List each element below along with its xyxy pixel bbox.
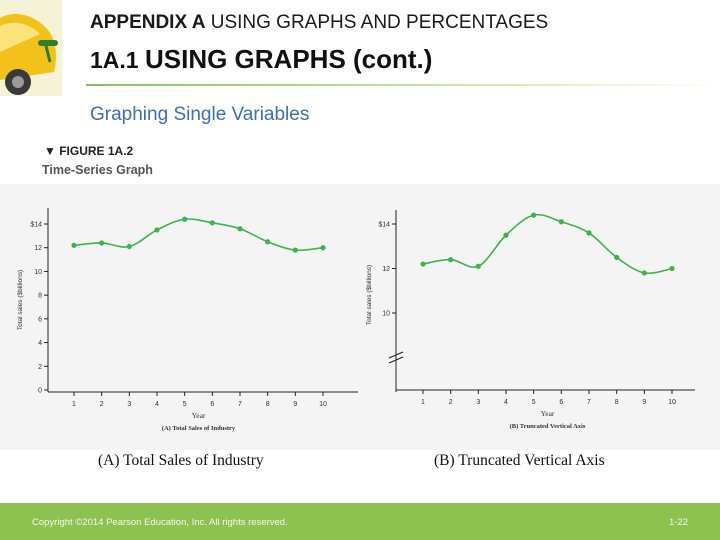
- y-tick-label: 6: [38, 316, 42, 324]
- y-tick-label: 10: [382, 310, 390, 318]
- x-tick-label: 4: [155, 401, 159, 408]
- x-tick-label: 5: [531, 399, 536, 406]
- x-tick-label: 7: [587, 399, 591, 406]
- section-heading: [90, 44, 432, 75]
- data-point: [182, 217, 187, 222]
- data-point: [642, 270, 647, 275]
- x-tick-label: 1: [72, 401, 76, 408]
- data-point: [614, 255, 619, 260]
- chart-total-sales: [10, 200, 360, 445]
- data-point: [265, 239, 270, 244]
- appendix-label: APPENDIX A: [90, 12, 206, 33]
- data-point: [237, 226, 242, 231]
- data-point: [476, 264, 481, 269]
- footer-bar: [0, 503, 720, 540]
- data-point: [293, 247, 298, 252]
- y-tick-label: 12: [34, 245, 42, 253]
- slide-number: 1-22: [668, 517, 688, 528]
- chart-truncated-axis: [362, 200, 697, 445]
- appendix-heading: [90, 12, 548, 34]
- header-divider: [86, 84, 720, 86]
- data-point: [71, 243, 76, 248]
- x-tick-label: 6: [559, 399, 564, 406]
- section-title: USING GRAPHS (cont.): [144, 44, 433, 74]
- y-tick-label: 10: [34, 268, 42, 276]
- section-number: 1A.1: [90, 47, 139, 73]
- x-tick-label: 4: [504, 399, 508, 406]
- figure-caption: Time-Series Graph: [42, 163, 153, 177]
- x-tick-label: 2: [448, 399, 453, 406]
- data-point: [210, 220, 215, 225]
- y-tick-label: 12: [382, 266, 390, 273]
- y-tick-label: $14: [30, 221, 42, 229]
- y-axis-label: Total sales ($billions): [17, 269, 24, 331]
- x-tick-label: 8: [614, 399, 619, 406]
- series-line: [74, 219, 323, 250]
- data-point: [586, 230, 591, 235]
- x-axis-label: Year: [540, 409, 555, 418]
- data-point: [559, 219, 564, 224]
- data-point: [99, 240, 104, 245]
- x-axis-label: Year: [191, 411, 206, 420]
- x-tick-label: 10: [319, 401, 327, 408]
- y-tick-label: 2: [38, 363, 42, 371]
- figure-label: ▼ FIGURE 1A.2: [44, 144, 134, 158]
- appendix-title: USING GRAPHS AND PERCENTAGES: [210, 12, 549, 33]
- x-tick-label: 9: [642, 399, 647, 406]
- y-tick-label: $14: [378, 221, 390, 229]
- chart-caption: (A) Total Sales of Industry: [161, 425, 236, 432]
- panel-title-a: (A) Total Sales of Industry: [98, 452, 264, 469]
- data-point: [320, 245, 325, 250]
- data-point: [531, 213, 536, 218]
- data-point: [503, 233, 508, 238]
- x-tick-label: 5: [182, 401, 187, 408]
- slide-subheading: Graphing Single Variables: [90, 104, 310, 125]
- x-tick-label: 6: [210, 401, 215, 408]
- corner-car-image: [0, 0, 62, 96]
- x-tick-label: 2: [99, 401, 104, 408]
- series-line: [423, 215, 672, 274]
- x-tick-label: 1: [421, 399, 425, 406]
- data-point: [448, 257, 453, 262]
- x-tick-label: 3: [476, 399, 481, 406]
- data-point: [420, 261, 425, 266]
- data-point: [127, 244, 132, 249]
- y-tick-label: 8: [38, 292, 42, 300]
- chart-caption: (B) Truncated Vertical Axis: [509, 423, 586, 430]
- x-tick-label: 7: [238, 401, 242, 408]
- data-point: [669, 266, 674, 271]
- x-tick-label: 8: [265, 401, 270, 408]
- x-tick-label: 10: [668, 399, 676, 406]
- x-tick-label: 3: [127, 401, 132, 408]
- y-tick-label: 4: [38, 340, 42, 348]
- data-point: [154, 227, 159, 232]
- y-axis-label: Total sales ($billions): [366, 264, 373, 326]
- y-tick-label: 0: [38, 387, 42, 395]
- copyright-notice: Copyright ©2014 Pearson Education, Inc. All rights reserved.: [32, 517, 288, 528]
- x-tick-label: 9: [293, 401, 298, 408]
- panel-title-b: (B) Truncated Vertical Axis: [434, 452, 605, 469]
